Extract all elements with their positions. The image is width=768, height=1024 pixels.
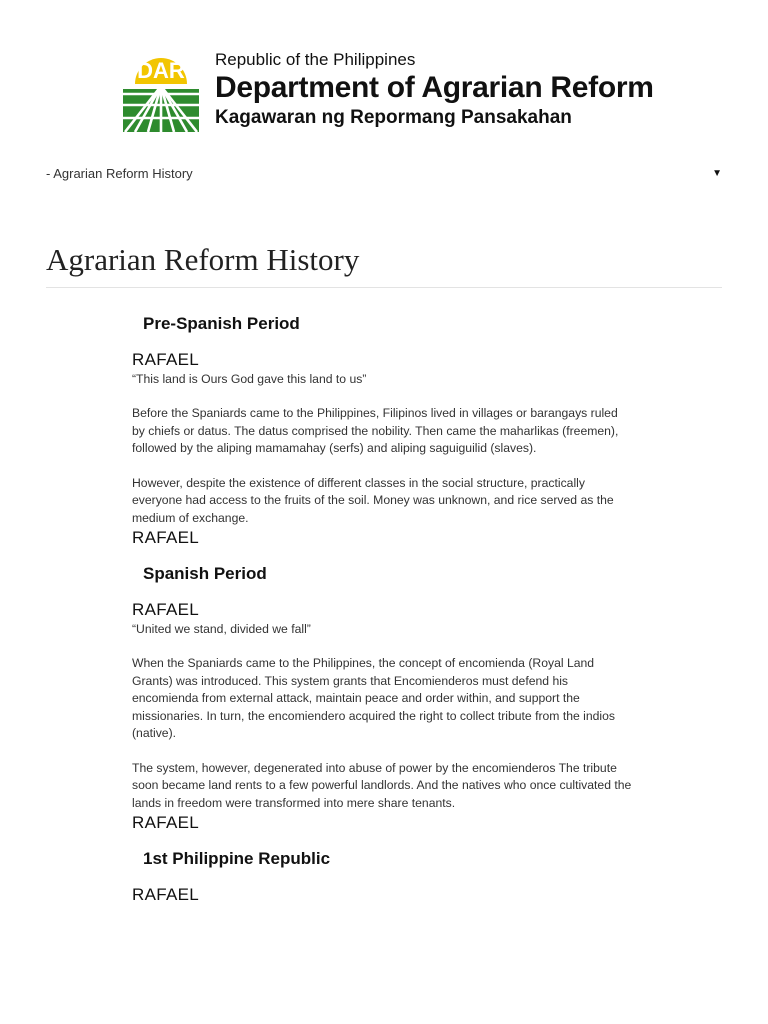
section-quote: “This land is Ours God gave this land to us” [132,372,367,386]
department-name: Department of Agrarian Reform [215,71,654,104]
author-name: RAFAEL [132,885,199,904]
section-heading-pre-spanish: Pre-Spanish Period [143,314,300,333]
page-nav-dropdown[interactable] [46,163,724,183]
title-divider [46,287,722,288]
dar-logo [121,50,201,132]
caret-down-icon[interactable]: ▼ [712,167,722,179]
article-content [132,312,632,906]
kagawaran-text: Kagawaran ng Repormang Pansakahan [215,107,572,128]
author-name: RAFAEL [132,600,199,619]
paragraph: Before the Spaniards came to the Philippines, Filipinos lived in villages or barangays ruled by chiefs or datus. The datus comprised the nobility. Then came the maharlikas (freemen), followed by the aliping mamamahay (serfs) and aliping saguiguilid (slaves). [132,406,619,455]
author-name: RAFAEL [132,813,199,832]
site-title-block [215,46,654,132]
page-title: Agrarian Reform History [46,242,360,277]
dar-logo-text: DAR [137,58,185,83]
nav-dropdown-label: - Agrarian Reform History [46,165,193,181]
author-name: RAFAEL [132,350,199,369]
paragraph: However, despite the existence of different classes in the social structure, practically everyone had access to the fruits of the soil. Money was unknown, and rice served as the medium of exchange. [132,475,614,525]
paragraph: When the Spaniards came to the Philippines, the concept of encomienda (Royal Land Grants) was introduced. This system grants that Encomienderos must defend his encomienda from external attack, maintain peace and order within, and support the missionaries. In turn, the encomiendero acquired the right to collect tribute from the indios (native). [132,656,616,740]
site-header [121,46,681,134]
section-quote: “United we stand, divided we fall” [132,622,311,636]
paragraph: The system, however, degenerated into abuse of power by the encomienderos The tribute soon became land rents to a few powerful landlords. And the natives who once cultivated the lands in freedom were transformed into mere share tenants. [132,760,632,810]
section-heading-1st-republic: 1st Philippine Republic [143,849,331,868]
republic-text: Republic of the Philippines [215,50,416,69]
author-name: RAFAEL [132,528,199,547]
section-heading-spanish: Spanish Period [143,564,267,583]
